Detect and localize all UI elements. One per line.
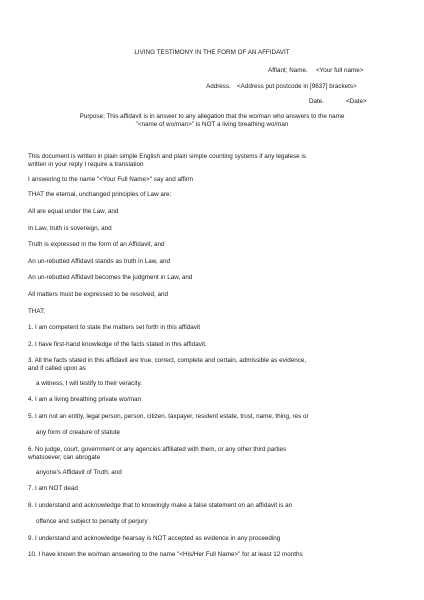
principle-item: An un-rebutted Affidavit becomes the judgment in Law, and — [28, 274, 193, 281]
affirmation-item-4: 4. I am a living breathing private wo/man — [28, 396, 142, 403]
date-value: <Date> — [346, 98, 367, 105]
principles-intro: THAT the eternal, unchanged principles of Law are: — [28, 191, 172, 198]
affiant-label: Affiant; Name. — [268, 67, 308, 74]
purpose-line-2: "<name of wo/man>" is NOT a living breathing wo/man — [135, 121, 289, 128]
address-label: Address. — [206, 83, 231, 90]
principle-item: In Law, truth is sovereign, and — [28, 225, 112, 232]
principle-item: All are equal under the Law, and — [28, 208, 119, 215]
affirmation-item-8-line-2: offence and subject to penalty of perjury — [36, 518, 148, 525]
affirmation-item-3-line-3: a witness, I will testify to their veracity. — [36, 380, 142, 387]
affirmation-item-6-line-3: anyone's Affidavit of Truth; and — [36, 469, 122, 476]
affirmation-item-6-line-2: whatsoever, can abrogate — [28, 454, 101, 461]
document-title: LIVING TESTIMONY IN THE FORM OF AN AFFIDAVIT — [134, 49, 290, 56]
principle-item: Truth is expressed in the form of an Affidavit, and — [28, 241, 165, 248]
intro-line-2: written in your reply I require a translation — [28, 161, 144, 168]
affirmation-item-10: 10. I have known the wo/man answering to the name "<His/Her Full Name>" for at least 12 months — [28, 551, 303, 558]
affirmation-item-9: 9. I understand and acknowledge hearsay is NOT accepted as evidence in any proceeding — [28, 535, 281, 542]
affirmation-item-3-line-2: and if called upon as — [28, 365, 86, 372]
affiant-name-value: <Your full name> — [316, 67, 364, 74]
date-label: Date. — [309, 98, 325, 105]
affirmation-item-8-line-1: 8. I understand and acknowledge that to knowingly make a false statement on an affidavit is an — [28, 502, 293, 509]
affirmation-item-1: 1. I am competent to state the matters set forth in this affidavit — [28, 324, 201, 331]
affirmation-item-3-line-1: 3. All the facts stated in this affidavit are true, correct, complete and certain, admissible as evidence, — [28, 357, 307, 364]
principle-item: All matters must be expressed to be resolved, and — [28, 291, 169, 298]
affirmation-item-7: 7. I am NOT dead — [28, 485, 78, 492]
affirmation-item-5-line-2: any form of creature of statute — [36, 429, 120, 436]
affirmation-item-5-line-1: 5. I am not an entity, legal person, person, citizen, taxpayer, resident estate, trust, name, thing, res or — [28, 413, 309, 420]
answer-line: I answering to the name "<Your Full Name>" say and affirm — [28, 176, 194, 183]
intro-line-1: This document is written in plain simple English and plain simple counting systems if any legalese is — [28, 153, 306, 160]
affirmation-item-6-line-1: 6. No judge, court, government or any agencies affiliated with them, or any other third parties — [28, 446, 287, 453]
that-label: THAT; — [28, 308, 46, 315]
purpose-line-1: Purpose; This affidavit is in answer to any allegation that the wo/man who answers to the name — [79, 113, 345, 120]
address-value: <Address put postcode in [9637] brackets> — [237, 83, 357, 90]
affirmation-item-2: 2. I have first-hand knowledge of the facts stated in this affidavit. — [28, 341, 207, 348]
principle-item: An un-rebutted Affidavit stands as truth in Law, and — [28, 258, 171, 265]
